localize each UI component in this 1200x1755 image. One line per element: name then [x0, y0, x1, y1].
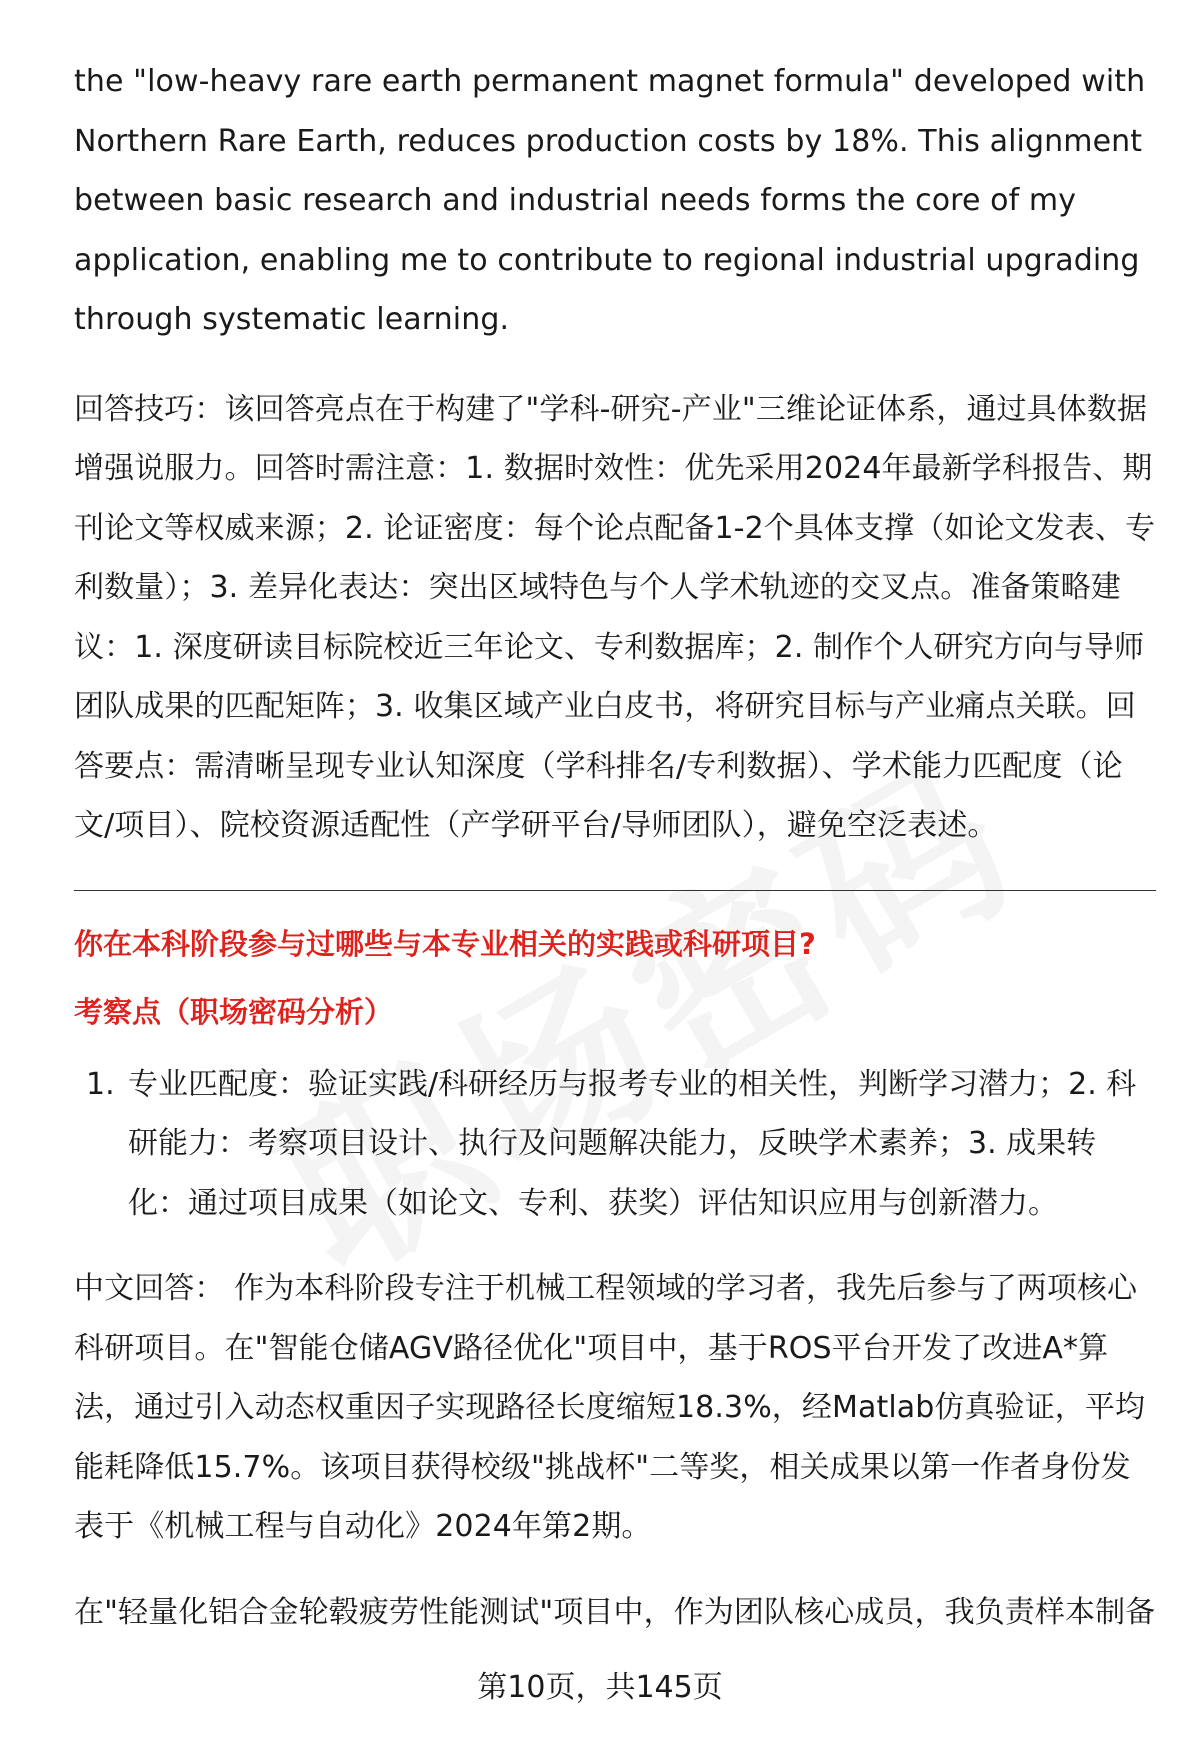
section-divider: [74, 890, 1156, 891]
answer-paragraph-1: 中文回答： 作为本科阶段专注于机械工程领域的学习者，我先后参与了两项核心科研项目。在"智能仓储AGV路径优化"项目中，基于ROS平台开发了改进A*算法，通过引入动态权重因子实现路径长度缩短18.3%，经Matlab仿真验证，平均能耗降低15.7%。该项目获得校级"挑战杯"二等奖，相关成果以第一作者身份发表于《机械工程与自动化》2024年第2期。: [74, 1271, 1146, 1544]
list-item-number: 1.: [86, 1066, 115, 1102]
answer-paragraph-2: 在"轻量化铝合金轮毂疲劳性能测试"项目中，作为团队核心成员，我负责样本制备: [74, 1594, 1156, 1630]
list-item: [74, 1055, 1156, 1234]
question-heading: 你在本科阶段参与过哪些与本专业相关的实践或科研项目?: [74, 926, 816, 961]
exam-points-heading: 考察点（职场密码分析）: [74, 994, 394, 1029]
answer-tips-paragraph: 回答技巧：该回答亮点在于构建了"学科-研究-产业"三维论证体系，通过具体数据增强说服力。回答时需注意：1. 数据时效性：优先采用2024年最新学科报告、期刊论文等权威来源；2. 论证密度：每个论点配备1-2个具体支撑（如论文发表、专利数量）；3. 差异化表达：突出区域特色与个人学术轨迹的交叉点。准备策略建议：1. 深度研读目标院校近三年论文、专利数据库；2. 制作个人研究方向与导师团队成果的匹配矩阵；3. 收集区域产业白皮书，将研究目标与产业痛点关联。回答要点：需清晰呈现专业认知深度（学科排名/专利数据）、学术能力匹配度（论文/项目）、院校资源适配性（产学研平台/导师团队），避免空泛表述。: [74, 391, 1156, 843]
page-footer: 第10页，共145页: [477, 1670, 723, 1705]
page-content: [74, 52, 1156, 1668]
list-item-text: 专业匹配度：验证实践/科研经历与报考专业的相关性，判断学习潜力；2. 科研能力：考察项目设计、执行及问题解决能力，反映学术素养；3. 成果转化：通过项目成果（如论文、专利、获奖）评估知识应用与创新潜力。: [128, 1066, 1137, 1221]
english-paragraph: the "low-heavy rare earth permanent magnet formula" developed with Northern Rare Earth, reduces production costs by 18%. This alignment between basic research and industrial needs forms the core of my application, enabling me to contribute to regional industrial upgrading through systematic learning.: [74, 64, 1146, 337]
